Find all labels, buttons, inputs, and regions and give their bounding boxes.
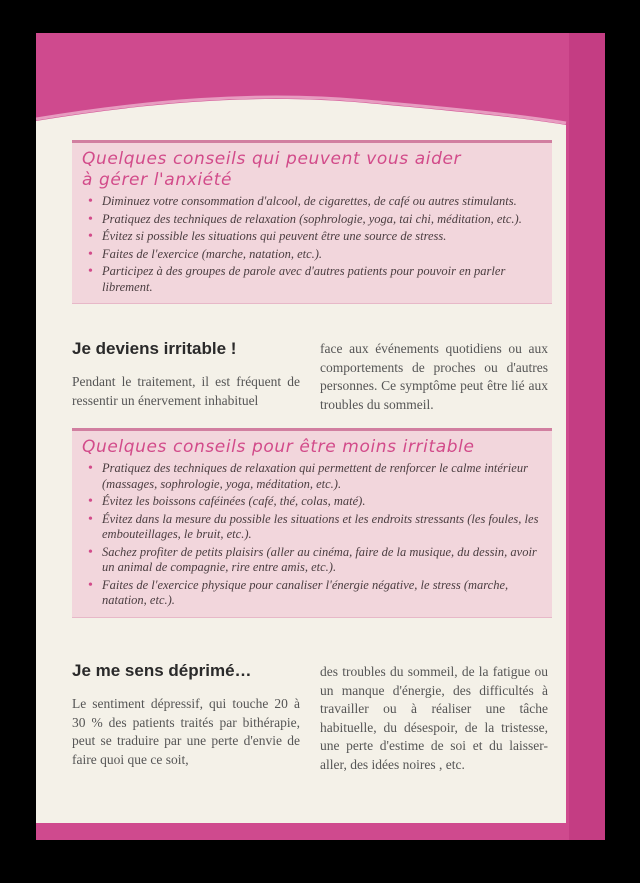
tip-text: Faites de l'exercice (marche, natation, etc.). bbox=[102, 246, 323, 261]
depressed-text-left: Le sentiment dépressif, qui touche 20 à 30 % des patients traités par bithérapie, peut se traduire par une perte d'envie de faire quoi que ce soit, bbox=[72, 696, 300, 767]
bullet-icon: • bbox=[88, 494, 93, 509]
depressed-text-right: des troubles du sommeil, de la fatigue ou un manque d'énergie, des difficultés à travailler ou à réaliser une tâche habituelle, du désespoir, de la tristesse, une perte d'estime de soi et du laisser-aller, des idées noires , etc. bbox=[320, 664, 548, 772]
bullet-icon: • bbox=[88, 194, 93, 209]
anxiety-tips-list bbox=[82, 194, 544, 295]
bullet-icon: • bbox=[88, 461, 93, 476]
tip-text: Évitez les boissons caféinées (café, thé, colas, maté). bbox=[102, 494, 366, 508]
tip-text: Participez à des groupes de parole avec d'autres patients pour pouvoir en parler librement. bbox=[102, 264, 506, 294]
irritable-text-left: Pendant le traitement, il est fréquent de ressentir un énervement inhabituel bbox=[72, 374, 300, 408]
depressed-heading: Je me sens déprimé… bbox=[72, 661, 252, 680]
bullet-icon: • bbox=[88, 229, 93, 244]
list-item bbox=[82, 212, 544, 228]
irritability-tips-box bbox=[72, 428, 552, 618]
tip-text: Faites de l'exercice physique pour canaliser l'énergie négative, le stress (marche, natation, etc.). bbox=[102, 577, 509, 607]
irritability-tips-title: Quelques conseils pour être moins irritable bbox=[82, 437, 475, 457]
anxiety-tips-title bbox=[82, 149, 544, 191]
tip-text: Évitez si possible les situations qui peuvent être une source de stress. bbox=[102, 229, 447, 243]
list-item bbox=[82, 512, 544, 543]
irritable-heading: Je deviens irritable ! bbox=[72, 339, 237, 358]
list-item bbox=[82, 229, 544, 245]
list-item bbox=[82, 194, 544, 210]
list-item bbox=[82, 578, 544, 609]
anxiety-tips-title-line2: à gérer l'anxiété bbox=[82, 170, 233, 190]
bullet-icon: • bbox=[88, 577, 93, 593]
tip-text: Évitez dans la mesure du possible les situations et les endroits stressants (les foules, les embouteillages, le bruit, etc.). bbox=[102, 511, 539, 541]
list-item bbox=[82, 247, 544, 263]
anxiety-tips-box bbox=[72, 140, 552, 304]
tip-text: Sachez profiter de petits plaisirs (aller au cinéma, faire de la musique, du dessin, avoir un animal de compagnie, rire entre amis, etc.). bbox=[102, 544, 537, 574]
list-item bbox=[82, 494, 544, 510]
bullet-icon: • bbox=[88, 211, 93, 227]
bullet-icon: • bbox=[88, 511, 93, 527]
tip-text: Pratiquez des techniques de relaxation (sophrologie, yoga, tai chi, méditation, etc.). bbox=[102, 211, 522, 226]
irritability-tips-list bbox=[82, 461, 544, 609]
bullet-icon: • bbox=[88, 246, 93, 262]
bullet-icon: • bbox=[88, 544, 93, 560]
leaflet-page bbox=[36, 33, 605, 840]
tip-text: Diminuez votre consommation d'alcool, de cigarettes, de café ou autres stimulants. bbox=[102, 194, 517, 208]
list-item bbox=[82, 461, 544, 492]
list-item bbox=[82, 545, 544, 576]
list-item bbox=[82, 264, 544, 295]
irritable-text-right: face aux événements quotidiens ou aux comportements de proches ou d'autres personnes. Ce symptôme peut être lié aux troubles du sommeil. bbox=[320, 341, 548, 412]
anxiety-tips-title-line1: Quelques conseils qui peuvent vous aider bbox=[82, 149, 462, 169]
tip-text: Pratiquez des techniques de relaxation qui permettent de renforcer le calme intérieur (massages, sophrologie, yoga, méditation, etc.). bbox=[102, 461, 528, 491]
bullet-icon: • bbox=[88, 264, 93, 279]
